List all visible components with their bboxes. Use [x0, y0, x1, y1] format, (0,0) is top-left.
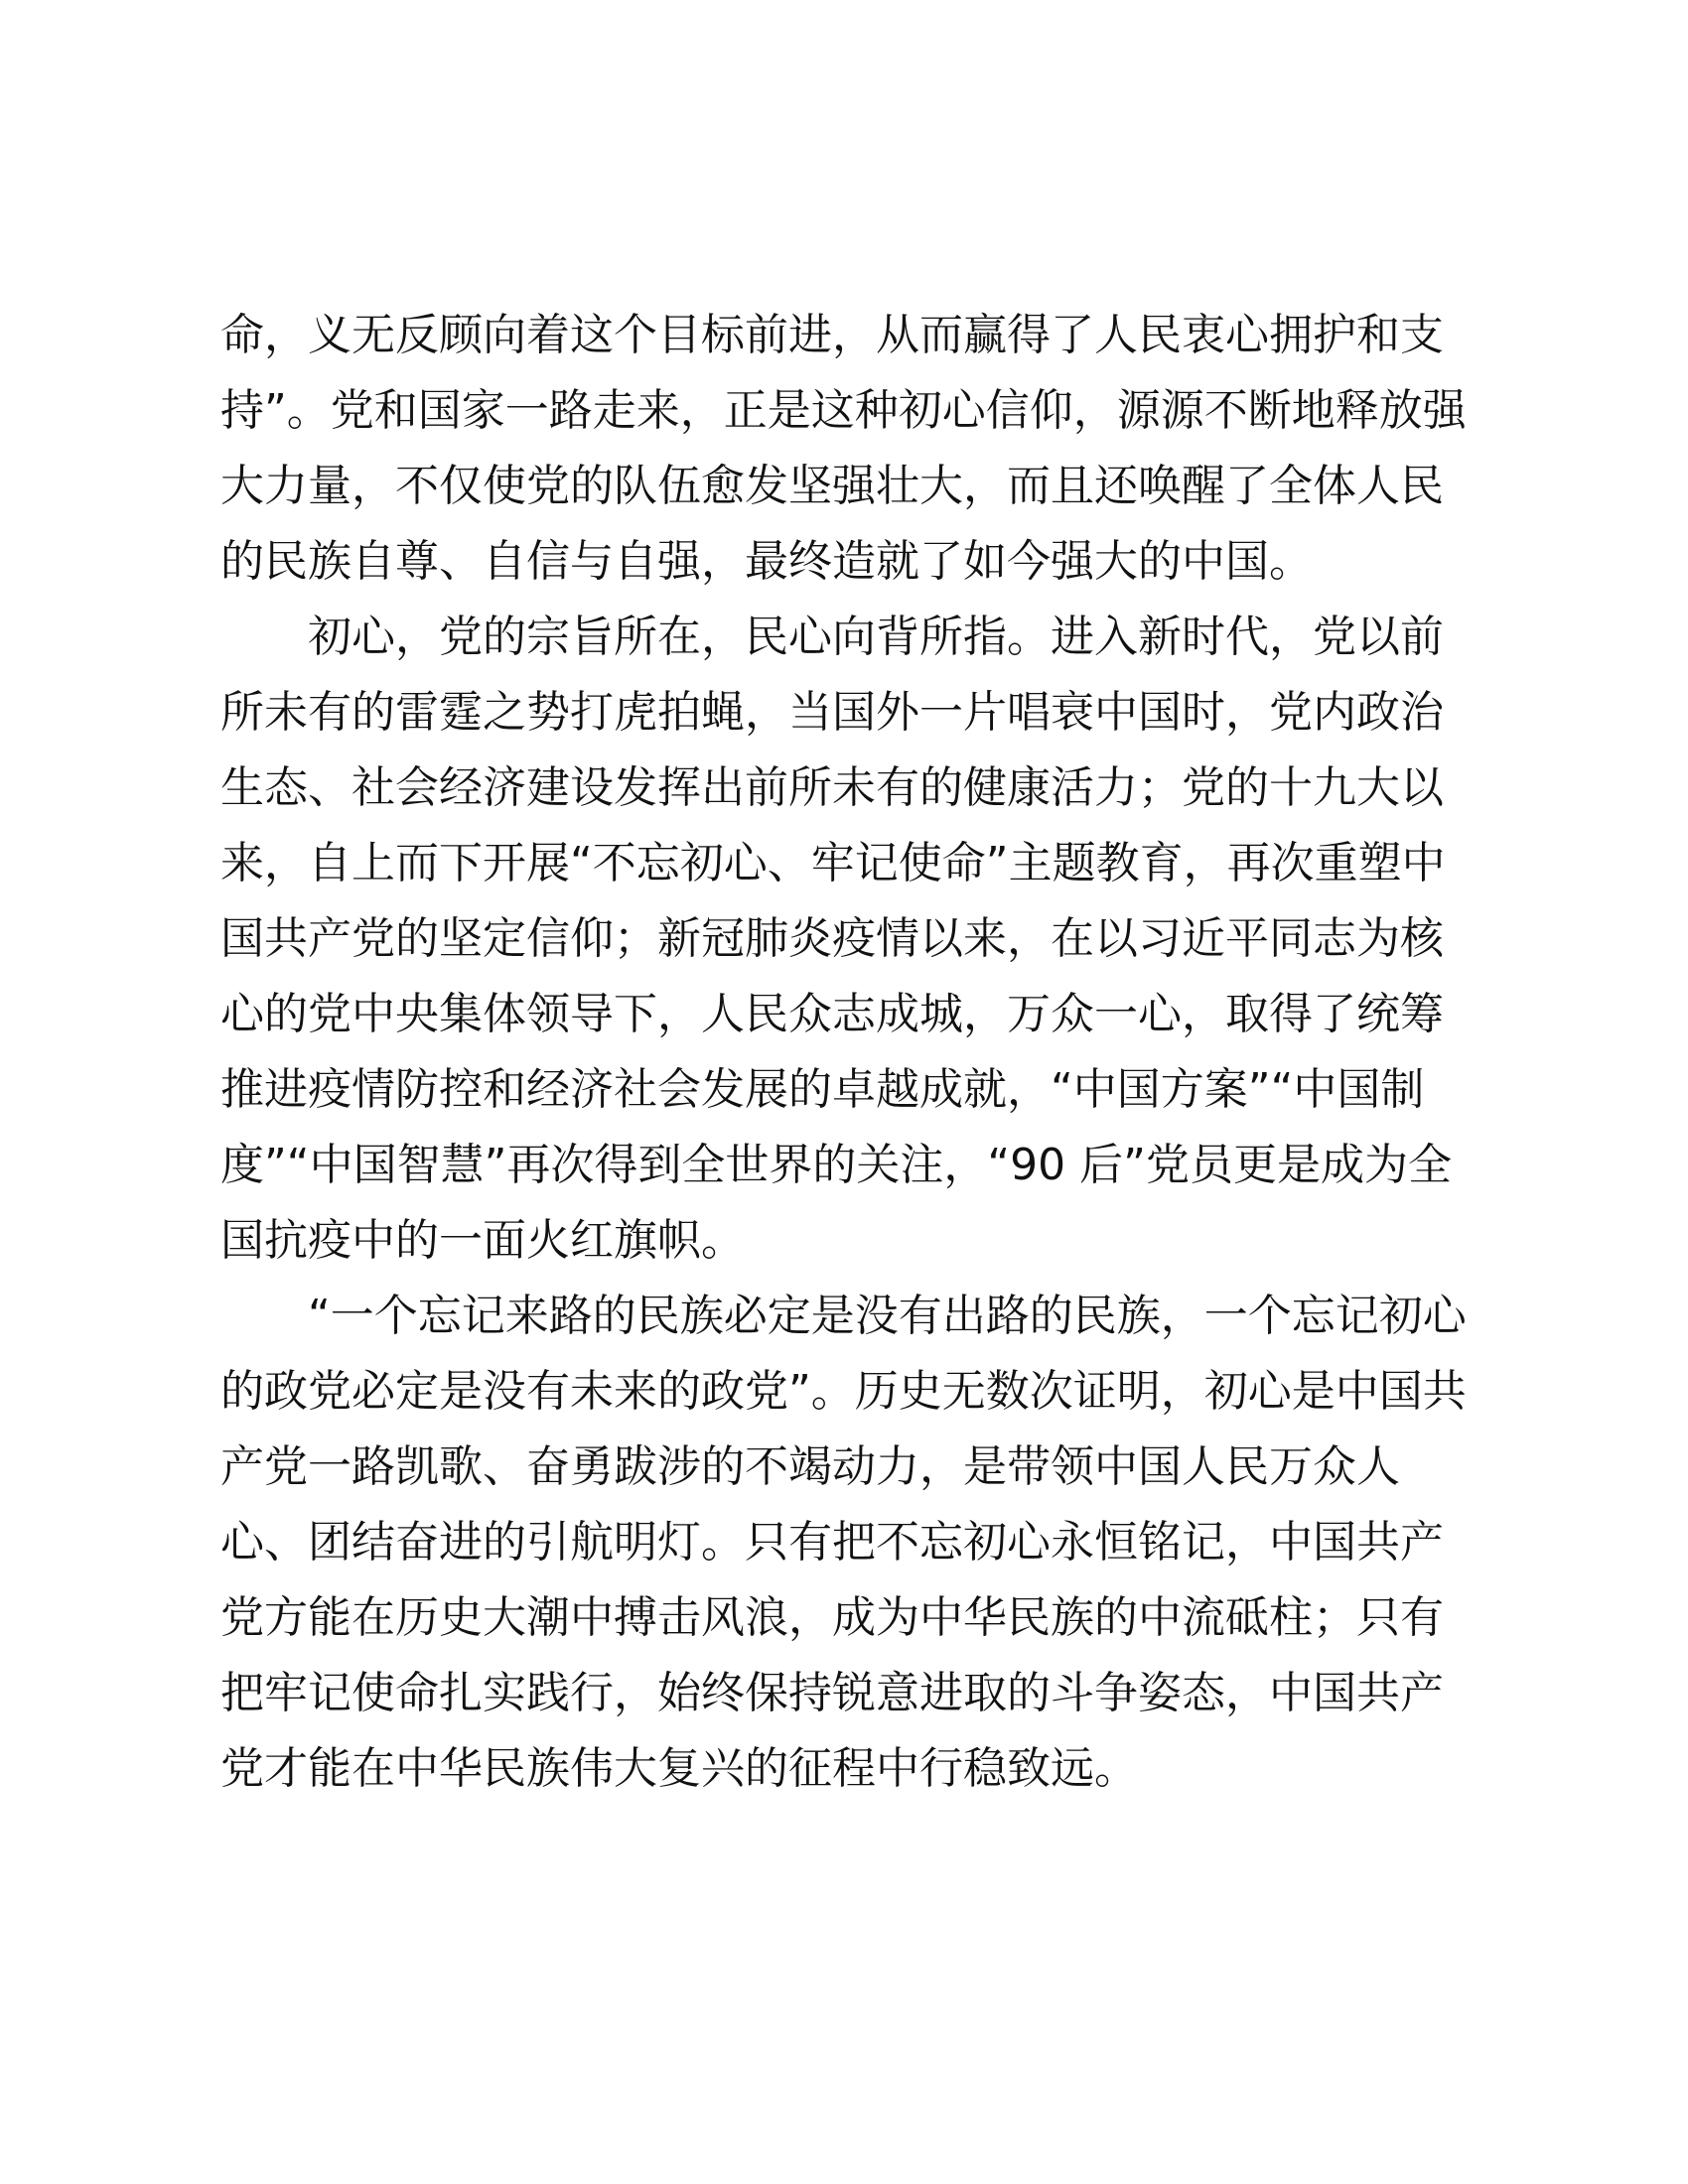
text-line: 推进疫情防控和经济社会发展的卓越成就，“中国方案”“中国制	[220, 1064, 1425, 1115]
text-line: 持”。党和国家一路走来，正是这种初心信仰，源源不断地释放强	[220, 385, 1467, 436]
text-line: 把牢记使命扎实践行，始终保持锐意进取的斗争姿态，中国共产	[220, 1668, 1444, 1718]
paragraph-2	[220, 600, 1491, 1279]
text-line: 大力量，不仅使党的队伍愈发坚强壮大，而且还唤醒了全体人民	[220, 461, 1444, 511]
text-line: 心、团结奋进的引航明灯。只有把不忘初心永恒铭记，中国共产	[220, 1517, 1444, 1568]
body-text	[220, 298, 1491, 1807]
text-line: 的政党必定是没有未来的政党”。历史无数次证明，初心是中国共	[220, 1366, 1467, 1417]
text-line: 初心，党的宗旨所在，民心向背所指。进入新时代，党以前	[308, 612, 1444, 662]
paragraph-3	[220, 1279, 1491, 1807]
text-line: 党才能在中华民族伟大复兴的征程中行稳致远。	[220, 1743, 1138, 1794]
text-line: 生态、社会经济建设发挥出前所未有的健康活力；党的十九大以	[220, 762, 1444, 813]
paragraph-1	[220, 298, 1491, 600]
text-line: 国抗疫中的一面火红旗帜。	[220, 1215, 745, 1266]
text-line: 度”“中国智慧”再次得到全世界的关注，“90 后”党员更是成为全	[220, 1140, 1452, 1190]
text-line: 党方能在历史大潮中搏击风浪，成为中华民族的中流砥柱；只有	[220, 1592, 1444, 1643]
text-line: “一个忘记来路的民族必定是没有出路的民族，一个忘记初心	[308, 1291, 1467, 1341]
text-line: 来，自上而下开展“不忘初心、牢记使命”主题教育，再次重塑中	[220, 838, 1446, 888]
text-line: 国共产党的坚定信仰；新冠肺炎疫情以来，在以习近平同志为核	[220, 913, 1444, 964]
text-line: 心的党中央集体领导下，人民众志成城，万众一心，取得了统筹	[220, 989, 1444, 1039]
text-line: 所未有的雷霆之势打虎拍蝇，当国外一片唱衰中国时，党内政治	[220, 687, 1444, 738]
text-line: 产党一路凯歌、奋勇跋涉的不竭动力，是带领中国人民万众人	[220, 1441, 1400, 1492]
text-line: 的民族自尊、自信与自强，最终造就了如今强大的中国。	[220, 536, 1313, 587]
text-line: 命，义无反顾向着这个目标前进，从而赢得了人民衷心拥护和支	[220, 310, 1444, 360]
